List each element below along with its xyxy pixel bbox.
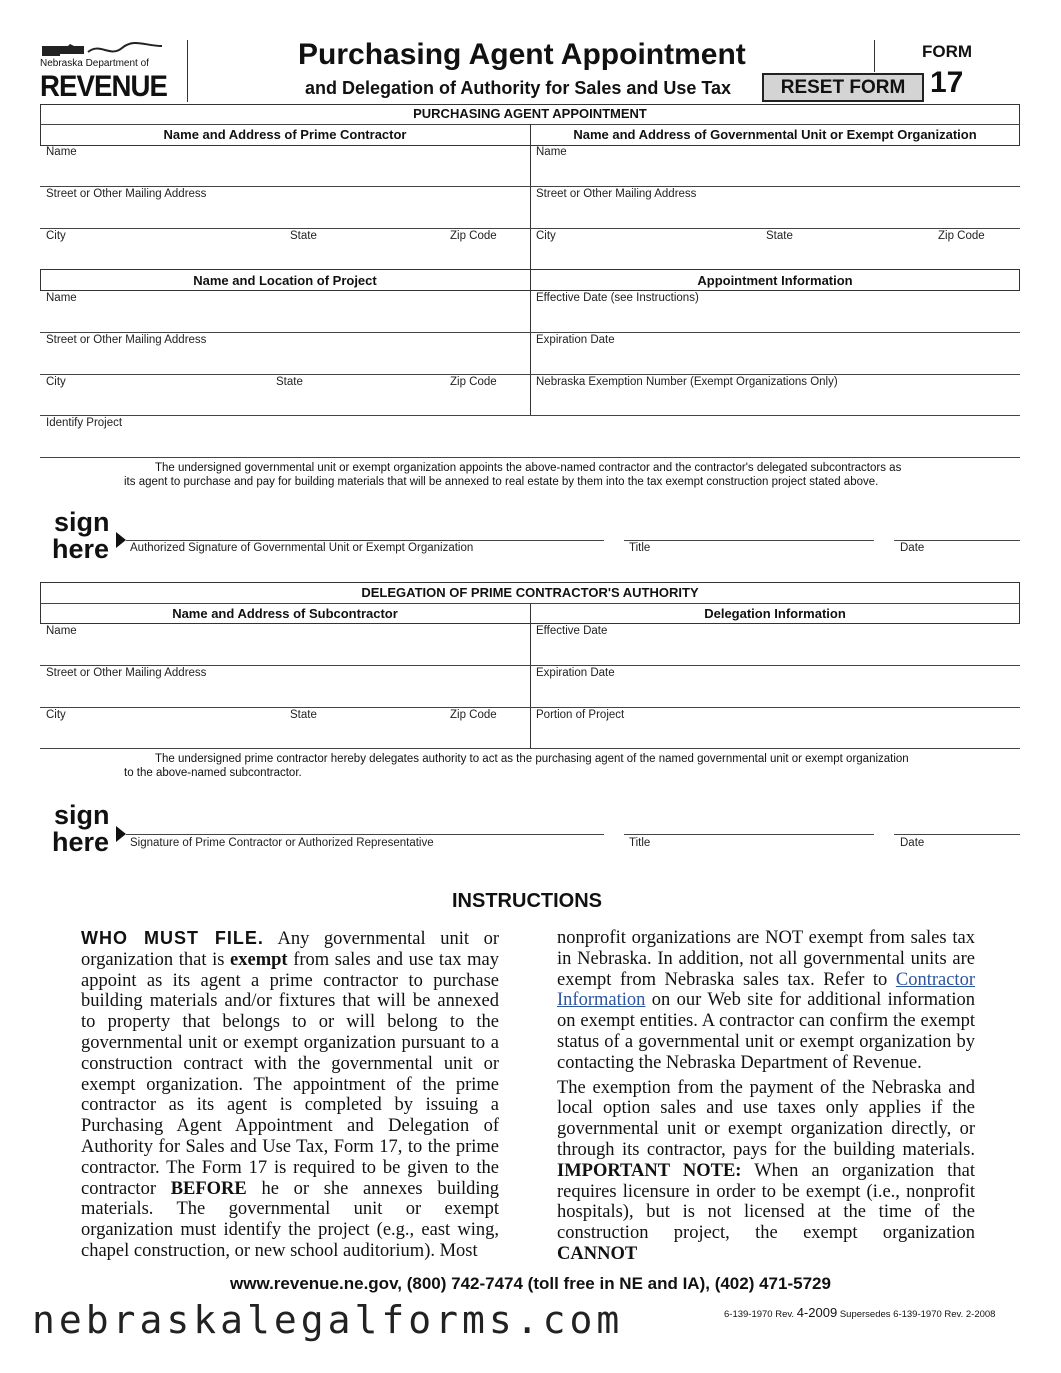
column-divider — [530, 603, 531, 748]
important-note-heading: IMPORTANT NOTE: — [557, 1160, 742, 1181]
instructions-emphasis: exempt — [230, 949, 288, 970]
revision-date: 4-2009 — [796, 1305, 838, 1320]
revision-text: Supersedes 6-139-1970 Rev. 2-2008 — [837, 1309, 996, 1320]
divider — [40, 374, 1020, 375]
subcontractor-header: Name and Address of Subcontractor — [172, 606, 398, 621]
form-number: 17 — [930, 66, 964, 99]
sub-city-label: City — [46, 709, 66, 721]
sign-here-arrow-icon — [116, 826, 126, 842]
delegation-statement-line-2: to the above-named subcontractor. — [124, 767, 302, 779]
department-name: REVENUE — [40, 70, 168, 103]
delegation-info-header: Delegation Information — [704, 606, 846, 621]
appointment-statement-line-1: The undersigned governmental unit or exempt organization appoints the above-named contractor and the contractor's delegated subcontractors as — [155, 462, 902, 474]
instructions-text: nonprofit organizations are NOT exempt from sales tax in Nebraska. In addition, not all governmental units are exempt from Nebraska sales tax. Refer to — [557, 928, 975, 990]
portion-of-project-field[interactable] — [536, 725, 1018, 747]
date-line[interactable] — [894, 540, 1020, 541]
instructions-right-column — [557, 928, 975, 1265]
instructions-text: Any governmental unit or organization that is — [81, 929, 499, 970]
prime-city-state-zip-field[interactable] — [46, 246, 528, 268]
sign-here-arrow-icon — [116, 532, 126, 548]
prime-date-label: Date — [900, 837, 925, 849]
prime-zip-label: Zip Code — [450, 230, 497, 242]
divider — [530, 228, 1020, 229]
divider — [40, 707, 1020, 708]
title-line[interactable] — [624, 834, 874, 835]
project-name-field[interactable] — [46, 309, 528, 331]
page-subtitle: and Delegation of Authority for Sales and Use Tax — [305, 78, 732, 98]
portion-of-project-label: Portion of Project — [536, 709, 625, 721]
divider — [40, 665, 1020, 666]
exemption-number-field[interactable] — [536, 392, 1018, 414]
project-city-state-zip-field[interactable] — [46, 392, 528, 414]
project-name-label: Name — [46, 292, 77, 304]
prime-contractor-header: Name and Address of Prime Contractor — [163, 127, 407, 142]
instructions-text: he or she annexes building materials. The governmental unit or exempt organization must identify the project (e.g., east wing, chapel construction, or new school auditorium). Most — [81, 1178, 499, 1261]
delegation-effective-date-field[interactable] — [536, 642, 1018, 664]
department-line: Nebraska Department of — [40, 58, 149, 69]
gov-date-label: Date — [900, 542, 925, 554]
contractor-information-link[interactable]: Contractor Information — [557, 969, 975, 1011]
expiration-date-field[interactable] — [536, 351, 1018, 373]
project-zip-label: Zip Code — [450, 376, 497, 388]
gov-signature-label: Authorized Signature of Governmental Unit or Exempt Organization — [130, 542, 474, 554]
gov-zip-label: Zip Code — [938, 230, 985, 242]
signature-line[interactable] — [126, 834, 604, 835]
instructions-heading: INSTRUCTIONS — [452, 890, 602, 912]
project-street-label: Street or Other Mailing Address — [46, 334, 207, 346]
watermark: nebraskalegalforms.com — [32, 1298, 624, 1342]
sub-street-field[interactable] — [46, 684, 528, 706]
gov-street-field[interactable] — [536, 205, 1018, 227]
sub-zip-label: Zip Code — [450, 709, 497, 721]
instructions-emphasis: CANNOT — [557, 1243, 638, 1264]
sign-word: sign — [54, 507, 110, 537]
sub-name-label: Name — [46, 625, 77, 637]
identify-project-label: Identify Project — [46, 417, 123, 429]
delegation-expiration-date-label: Expiration Date — [536, 667, 615, 679]
instructions-text: on our Web site for additional information on exempt entities. A contractor can confirm the exempt status of a governmental unit or exempt organization by contacting the Nebraska Department of Revenue. — [557, 990, 975, 1073]
sign-word: sign — [54, 800, 110, 830]
form-label: FORM — [922, 42, 973, 61]
gov-state-label: State — [766, 230, 793, 242]
gov-title-label: Title — [629, 542, 651, 554]
divider — [40, 748, 1020, 749]
revision-info — [724, 1305, 995, 1320]
delegation-effective-date-label: Effective Date — [536, 625, 608, 637]
prime-city-label: City — [46, 230, 66, 242]
instructions-text: from sales and use tax may appoint as its agent a prime contractor to purchase building materials and/or fixtures that will be annexed to property that belongs to or will belong to the governmental unit or exempt organization pursuant to a construction contract with the governmental unit or exempt organization. The appointment of the prime contractor as its agent is completed by issuing a Purchasing Agent Appointment and Delegation of Authority for Sales and Use Tax, Form 17, to the prime contractor. The Form 17 is required to be given to the contractor — [81, 949, 499, 1199]
project-street-field[interactable] — [46, 351, 528, 373]
column-divider — [530, 269, 531, 415]
divider — [40, 457, 1020, 458]
gov-city-state-zip-field[interactable] — [536, 246, 1018, 268]
instructions-text: When an organization that requires licensure in order to be exempt (i.e., nonprofit hospitals), but is not licensed at the time of the construction project, the exempt organization — [557, 1160, 976, 1244]
appointment-statement-line-2: its agent to purchase and pay for building materials that will be annexed to real estate by them into the tax exempt construction project stated above. — [124, 476, 879, 488]
project-city-label: City — [46, 376, 66, 388]
delegation-section-title: DELEGATION OF PRIME CONTRACTOR'S AUTHORITY — [361, 585, 699, 600]
delegation-statement-line-1: The undersigned prime contractor hereby delegates authority to act as the purchasing agent of the named governmental unit or exempt organization — [155, 753, 909, 765]
gov-name-label: Name — [536, 146, 567, 158]
instructions-left-column — [81, 928, 499, 1262]
appointment-info-header: Appointment Information — [697, 273, 853, 288]
signature-line[interactable] — [126, 540, 604, 541]
prime-title-label: Title — [629, 837, 651, 849]
prime-street-field[interactable] — [46, 205, 528, 227]
project-header: Name and Location of Project — [193, 273, 377, 288]
divider — [40, 415, 1020, 416]
project-state-label: State — [276, 376, 303, 388]
exemption-number-label: Nebraska Exemption Number (Exempt Organizations Only) — [536, 376, 838, 388]
instructions-emphasis: BEFORE — [170, 1178, 247, 1199]
who-must-file-heading: WHO MUST FILE. — [81, 928, 264, 948]
reset-form-button[interactable]: RESET FORM — [762, 73, 924, 102]
appointment-section-title: PURCHASING AGENT APPOINTMENT — [413, 106, 647, 121]
sub-name-field[interactable] — [46, 642, 528, 664]
date-line[interactable] — [894, 834, 1020, 835]
nebraska-state-outline-icon — [40, 40, 165, 60]
prime-signature-label: Signature of Prime Contractor or Authorized Representative — [130, 837, 434, 849]
delegation-expiration-date-field[interactable] — [536, 684, 1018, 706]
contact-footer: www.revenue.ne.gov, (800) 742-7474 (toll free in NE and IA), (402) 471-5729 — [230, 1274, 831, 1293]
revision-text: 6-139-1970 Rev. — [724, 1309, 797, 1320]
here-word: here — [52, 534, 110, 564]
prime-street-label: Street or Other Mailing Address — [46, 188, 207, 200]
divider — [40, 228, 530, 229]
governmental-unit-header: Name and Address of Governmental Unit or Exempt Organization — [573, 127, 977, 142]
sub-street-label: Street or Other Mailing Address — [46, 667, 207, 679]
gov-name-field[interactable] — [536, 163, 1018, 185]
effective-date-label: Effective Date (see Instructions) — [536, 292, 699, 304]
prime-state-label: State — [290, 230, 317, 242]
header-divider — [187, 40, 188, 102]
gov-city-label: City — [536, 230, 556, 242]
page-title: Purchasing Agent Appointment — [298, 38, 746, 71]
effective-date-field[interactable] — [536, 309, 1018, 331]
form-divider — [874, 40, 875, 72]
sub-city-state-zip-field[interactable] — [46, 725, 528, 747]
sub-state-label: State — [290, 709, 317, 721]
title-line[interactable] — [624, 540, 874, 541]
identify-project-field[interactable] — [46, 434, 1018, 456]
divider — [530, 186, 1020, 187]
prime-name-field[interactable] — [46, 163, 528, 185]
column-divider — [530, 124, 531, 269]
here-word: here — [52, 827, 110, 857]
divider — [40, 186, 530, 187]
instructions-text: The exemption from the payment of the Nebraska and local option sales and use taxes only applies if the governmental unit or exempt organization directly, or through its contractor, pays for the building materials. — [557, 1077, 975, 1160]
gov-street-label: Street or Other Mailing Address — [536, 188, 697, 200]
divider — [40, 332, 1020, 333]
prime-name-label: Name — [46, 146, 77, 158]
expiration-date-label: Expiration Date — [536, 334, 615, 346]
